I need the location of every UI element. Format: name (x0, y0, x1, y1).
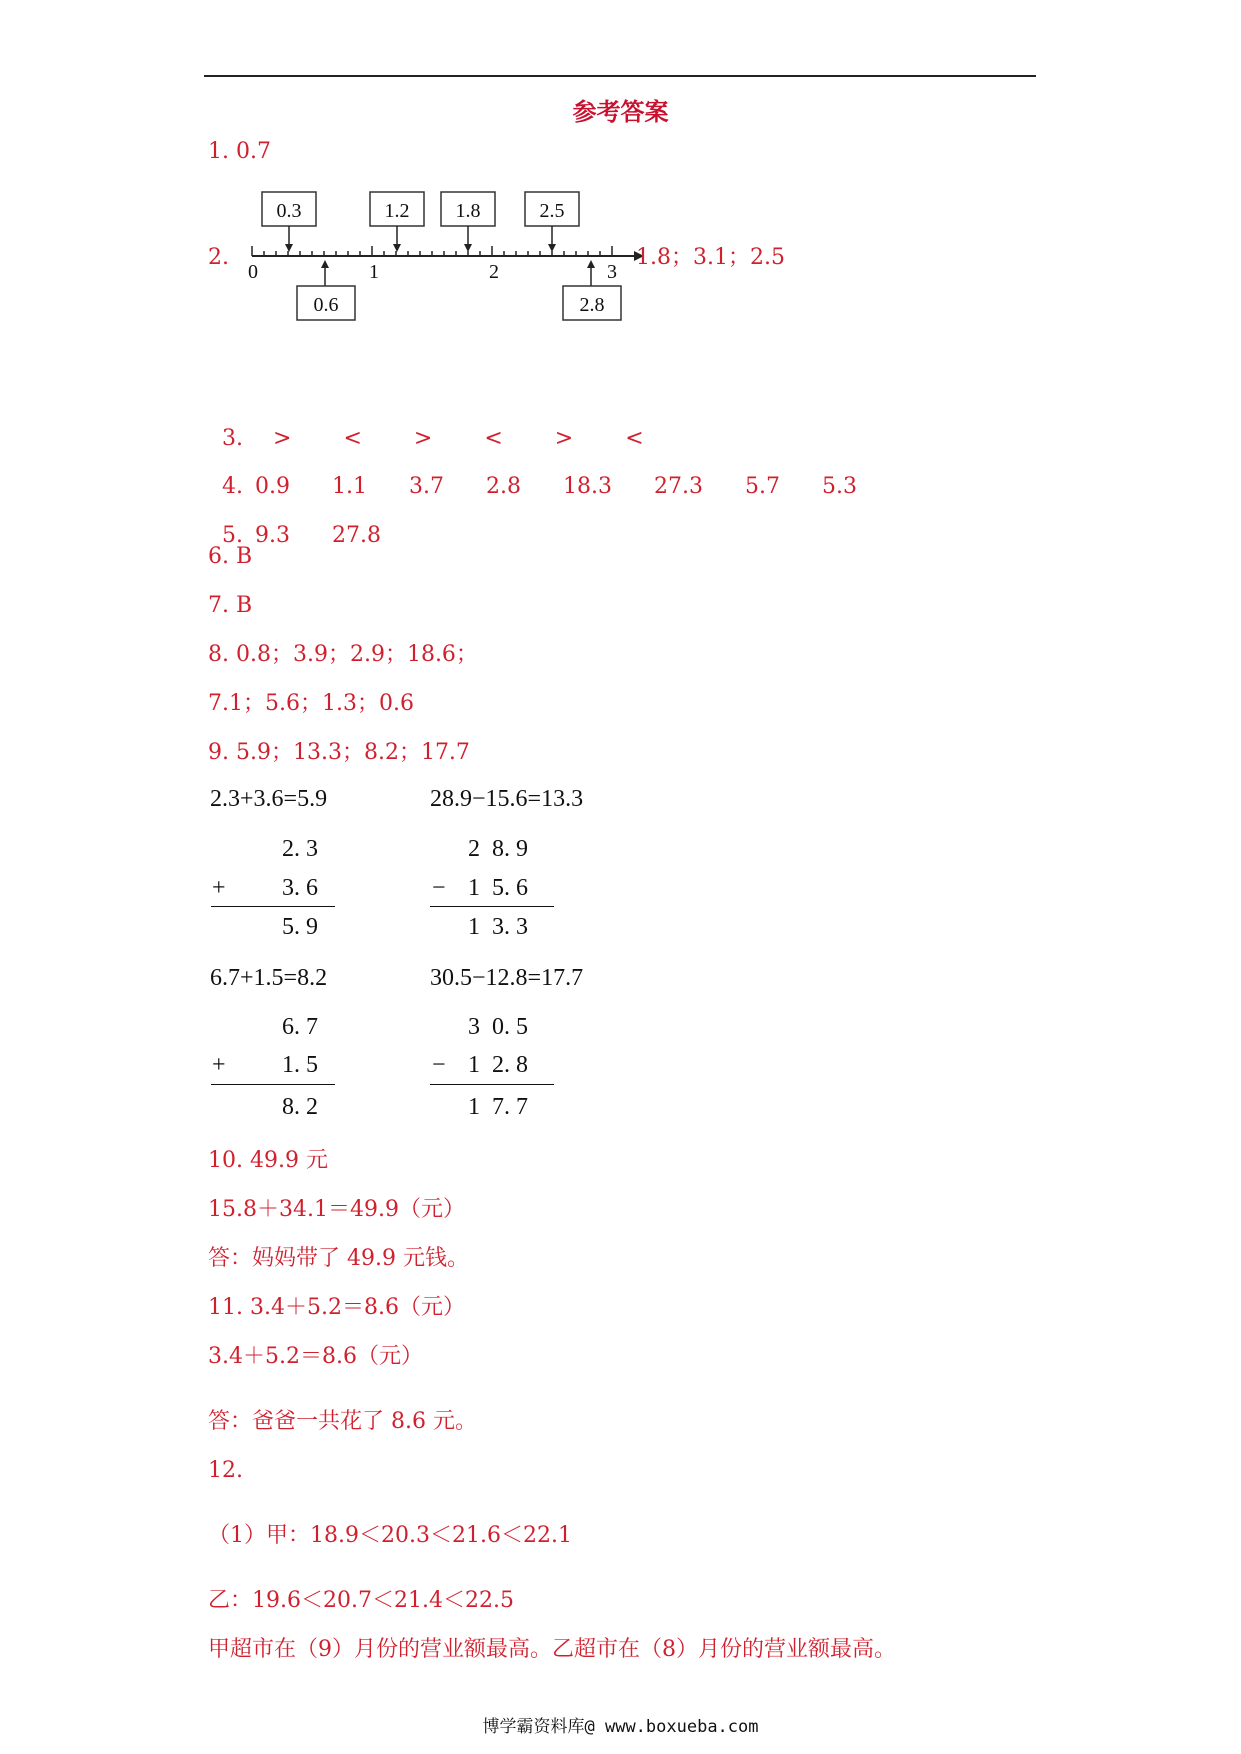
box-above-1.2-label: 1.2 (384, 200, 410, 222)
answer-3-sym-5: > (554, 426, 574, 451)
answer-12-line-1: （1）甲：18.9＜20.3＜21.6＜22.1 (208, 1523, 572, 1548)
answer-4-v6: 27.3 (653, 474, 703, 499)
vcalc-1-top: 2. 3 (282, 836, 318, 862)
answer-3-sym-6: < (625, 426, 644, 451)
vcalc-1-rule (211, 906, 335, 907)
vcalc-4-result: 1 7. 7 (468, 1094, 528, 1120)
vcalc-3-rule (211, 1084, 335, 1085)
vcalc-2-op: − (432, 875, 446, 901)
box-above-1.8 (441, 192, 495, 252)
box-above-0.3-label: 0.3 (276, 200, 302, 222)
answer-1: 1. 0.7 (208, 139, 271, 164)
vcalc-3-mid: 1. 5 (282, 1052, 318, 1078)
answer-3-sym-3: > (413, 426, 433, 451)
vcalc-4-rule (430, 1084, 554, 1085)
answer-9: 9. 5.9；13.3；8.2；17.7 (208, 740, 470, 765)
axis-label-2: 2 (489, 261, 499, 283)
answer-7: 7. B (208, 593, 253, 618)
answer-8-line-2: 7.1；5.6；1.3；0.6 (208, 691, 414, 716)
answer-4-v7: 5.7 (744, 474, 780, 499)
answer-12-line-2: 乙：19.6＜20.7＜21.4＜22.5 (208, 1588, 514, 1613)
axis-label-3: 3 (607, 261, 617, 283)
vcalc-1-op: + (212, 875, 226, 901)
vcalc-2-rule (430, 906, 554, 907)
vcalc-2-top: 2 8. 9 (468, 836, 528, 862)
number-line-figure (240, 188, 650, 328)
vcalc-2-result: 1 3. 3 (468, 914, 528, 940)
vcalc-4-top: 3 0. 5 (468, 1014, 528, 1040)
answer-4-num: 4. (222, 474, 243, 499)
equation-4: 30.5−12.8=17.7 (430, 965, 584, 991)
answer-3-num: 3. (222, 426, 243, 451)
vcalc-1-result: 5. 9 (282, 914, 318, 940)
vcalc-3-result: 8. 2 (282, 1094, 318, 1120)
answer-11-line-3: 答：爸爸一共花了 8.6 元。 (208, 1409, 477, 1434)
answer-4-v3: 3.7 (409, 474, 444, 499)
axis-label-0: 0 (248, 261, 258, 283)
box-above-1.8-label: 1.8 (455, 200, 481, 222)
answer-12-num: 12. (208, 1458, 243, 1483)
page-title: 参考答案 (572, 98, 669, 126)
box-above-1.2 (370, 192, 424, 252)
answer-5-v2: 27.8 (332, 523, 381, 548)
box-below-0.6-label: 0.6 (313, 294, 339, 316)
answer-3-sym-2: < (343, 426, 362, 451)
box-above-2.5-label: 2.5 (539, 200, 565, 222)
answer-3-sym-1: > (273, 426, 292, 451)
header-rule (204, 75, 1036, 77)
vcalc-3-top: 6. 7 (282, 1014, 318, 1040)
answer-4-v1: 0.9 (255, 474, 290, 499)
answer-6: 6. B (208, 544, 253, 569)
equation-3: 6.7+1.5=8.2 (210, 965, 328, 991)
answer-12-line-3: 甲超市在（9）月份的营业额最高。乙超市在（8）月份的营业额最高。 (208, 1637, 896, 1662)
equation-1: 2.3+3.6=5.9 (210, 786, 328, 812)
answer-4-v8: 5.3 (821, 474, 857, 499)
axis-ticks (252, 246, 612, 256)
answer-4 (208, 445, 857, 501)
vcalc-4-op: − (432, 1052, 446, 1078)
box-below-0.6 (297, 260, 355, 320)
footer-watermark: 博学霸资料库@ www.boxueba.com (482, 1717, 759, 1737)
answer-2-label: 2. (208, 245, 229, 270)
box-below-2.8-label: 2.8 (579, 294, 605, 316)
axis-label-1: 1 (369, 261, 379, 283)
answer-11-line-1: 11. 3.4＋5.2＝8.6（元） (208, 1295, 465, 1320)
answer-2-values: 1.8；3.1；2.5 (636, 245, 785, 270)
answer-10-line-1: 10. 49.9 元 (208, 1148, 328, 1173)
answer-4-v4: 2.8 (486, 474, 521, 499)
answer-10-line-3: 答：妈妈带了 49.9 元钱。 (208, 1246, 469, 1271)
equation-2: 28.9−15.6=13.3 (430, 786, 584, 812)
answer-11-line-2: 3.4＋5.2＝8.6（元） (208, 1344, 423, 1369)
vcalc-1-mid: 3. 6 (282, 875, 318, 901)
answer-8-line-1: 8. 0.8；3.9；2.9；18.6； (208, 642, 478, 667)
answer-5-v1: 9.3 (255, 523, 290, 548)
box-above-0.3 (262, 192, 316, 252)
vcalc-3-op: + (212, 1052, 226, 1078)
answer-5-num: 5. (222, 523, 243, 548)
answer-3-sym-4: < (484, 426, 503, 451)
vcalc-2-mid: 1 5. 6 (468, 875, 528, 901)
vcalc-4-mid: 1 2. 8 (468, 1052, 528, 1078)
box-above-2.5 (525, 192, 579, 252)
answer-5 (208, 494, 381, 550)
answer-10-line-2: 15.8＋34.1＝49.9（元） (208, 1197, 465, 1222)
answer-4-v2: 1.1 (332, 474, 367, 499)
answer-4-v5: 18.3 (563, 474, 612, 499)
